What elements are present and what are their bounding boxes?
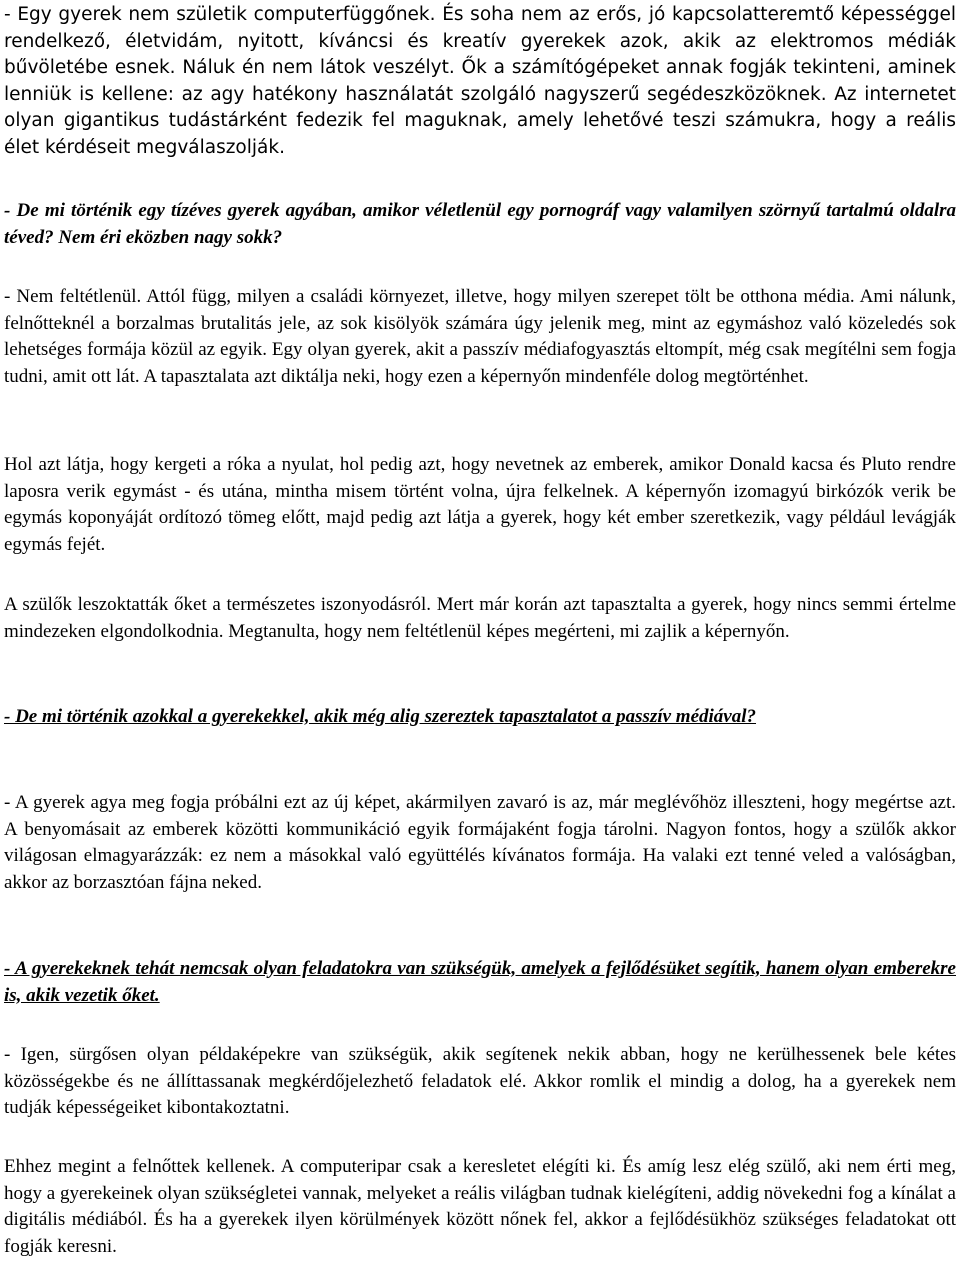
paragraph-adults-needed: Ehhez megint a felnőttek kellenek. A computeripar csak a keresletet elégíti ki. És amíg lesz elég szülő, aki nem érti meg, hogy a gyerekeinek olyan szükségletei vannak, melyeket a reális világban tudnak kielégíteni, addig növekedni fog a kínálat a digitális médiából. És ha a gyerekek ilyen körülmények között nőnek fel, akkor a fejlődésükhöz szükséges feladatokat ott fogják keresni. (4, 1156, 956, 1257)
question-ten-year-old-shock: - De mi történik egy tízéves gyerek agyában, amikor véletlenül egy pornográf vagy valamilyen szörnyű tartalmú oldalra téved? Nem éri eközben nagy sokk? (4, 200, 956, 248)
answer-brain-new-image: - A gyerek agya meg fogja próbálni ezt az új képet, akármilyen zavaró is az, már meglévőhöz illeszteni, hogy megértse azt. A benyomásait az emberek közötti kommunikáció egyik formájaként fogja tárolni. Nagyon fontos, hogy a szülők akkor világosan elmagyarázzák: ez nem a másokkal való együttélés kívánatos formája. Ha valaki ezt tenné veled a valóságban, akkor az borzasztóan fájna neked. (4, 792, 956, 893)
answer-family-environment: - Nem feltétlenül. Attól függ, milyen a családi környezet, illetve, hogy milyen szerepet tölt be otthona média. Ami nálunk, felnőtteknél a borzalmas brutalitás jele, az sok kisölyök számára úgy jelenik meg, mint az egymáshoz való közeledés sok lehetséges formája közül az egyik. Egy olyan gyerek, akit a passzív médiafogyasztás eltompít, még csak megítélni sem fogja tudni, amit ott lát. A tapasztalata azt diktálja neki, hogy ezen a képernyőn mindenféle dolog megtörténhet. (4, 286, 956, 387)
answer-paragraph-computer-dependence: - Egy gyerek nem születik computerfüggőnek. És soha nem az erős, jó kapcsolatteremtő képességgel rendelkező, életvidám, nyitott, kíváncsi és kreatív gyerekek azok, akik az elektromos médiák bűvöletébe esnek. Náluk én nem látok veszélyt. Ők a számítógépeket annak fogják tekinteni, aminek lenniük is kellene: az agy hatékony használatát szolgáló nagyszerű segédeszközöknek. Az internetet olyan gigantikus tudástárként fedezik fel maguknak, amely lehetővé teszi számukra, hogy a reális élet kérdéseit megválaszolják. (4, 4, 956, 158)
answer-role-models: - Igen, sürgősen olyan példaképekre van szükségük, akik segítenek nekik abban, hogy ne kerülhessenek bele kétes közösségekbe és ne állíttassanak megkérdőjelezhető feladatok elé. Akkor romlik el mindig a dolog, ha a gyerekek nem tudják képességeiket kibontakoztatni. (4, 1044, 956, 1119)
question-role-models: - A gyerekeknek tehát nemcsak olyan feladatokra van szükségük, amelyek a fejlődésüket segítik, hanem olyan emberekre is, akik vezetik őket. (4, 958, 956, 1006)
question-inexperienced-children: - De mi történik azokkal a gyerekekkel, akik még alig szereztek tapasztalatot a passzív médiával? (4, 706, 757, 727)
paragraph-cartoon-violence: Hol azt látja, hogy kergeti a róka a nyulat, hol pedig azt, hogy nevetnek az emberek, amikor Donald kacsa és Pluto rendre laposra verik egymást - és utána, mintha misem történt volna, újra felkelnek. A képernyőn izomagyú birkózók verik be egymás koponyáját ordítozó tömeg előtt, majd pedig azt látja a gyerek, hogy két ember szeretkezik, vagy például levágják egymás fejét. (4, 454, 956, 555)
paragraph-parents-habituation: A szülők leszoktatták őket a természetes iszonyodásról. Mert már korán azt tapasztalta a gyerek, hogy nincs semmi értelme mindezeken elgondolkodnia. Megtanulta, hogy nem feltétlenül képes megérteni, mi zajlik a képernyőn. (4, 594, 956, 642)
